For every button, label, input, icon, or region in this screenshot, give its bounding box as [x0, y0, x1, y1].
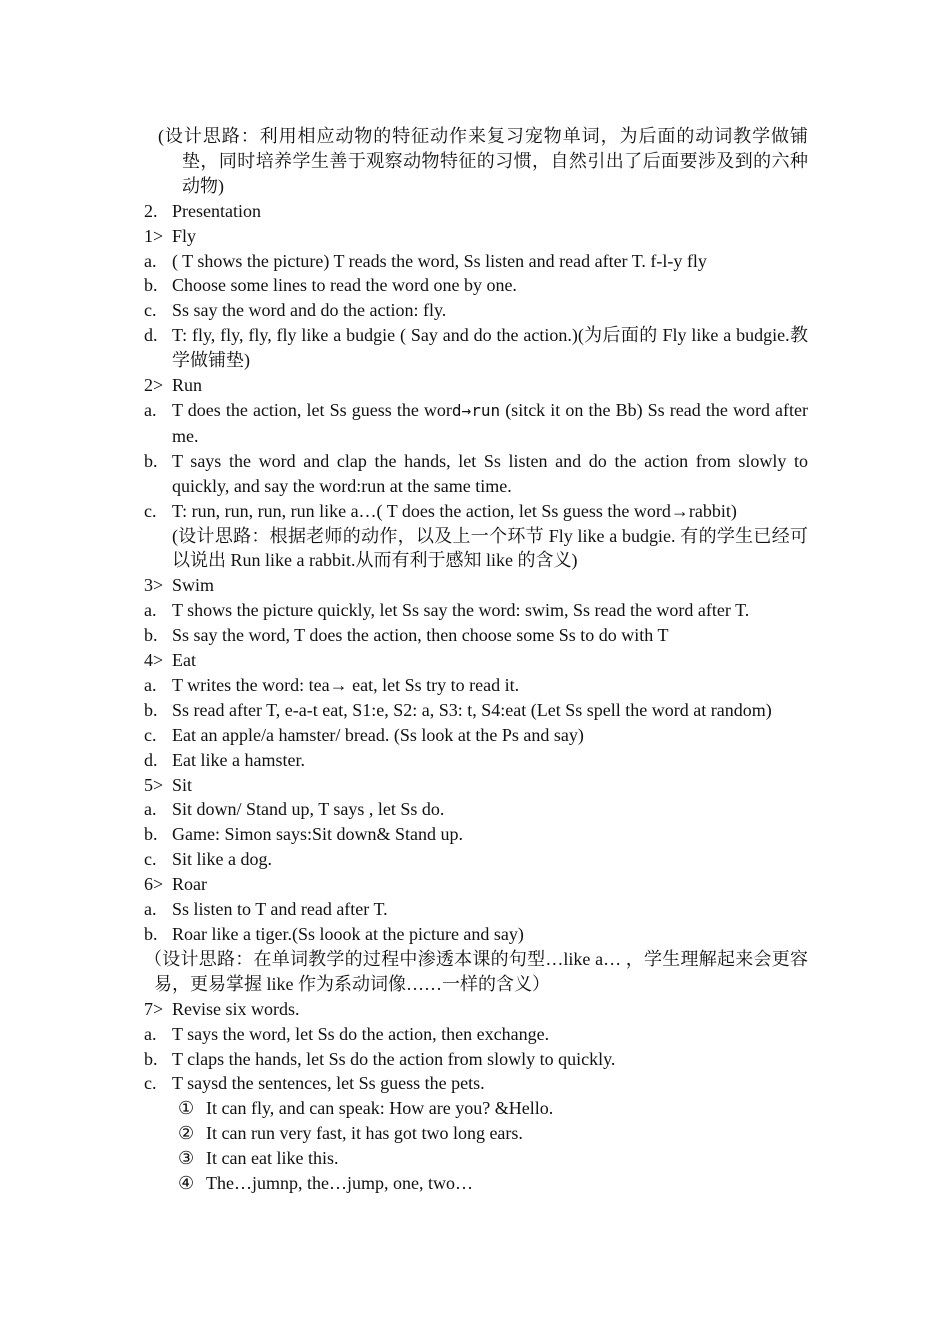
item-text: Ss read after T, e-a-t eat, S1:e, S2: a, S3: t, S4:eat (Let Ss spell the word at random)	[172, 699, 772, 720]
item-text: Sit like a dog.	[172, 849, 272, 870]
item-marker: c.	[144, 300, 157, 321]
riddle-marker: ②	[178, 1123, 195, 1144]
list-item	[144, 1022, 808, 1047]
item-marker: d.	[144, 749, 158, 770]
section-heading	[144, 199, 808, 224]
list-item	[144, 797, 808, 822]
item-text	[172, 398, 808, 449]
item-text: T writes the word: tea→ eat, let Ss try to read it.	[172, 674, 520, 695]
step-marker: 2>	[144, 375, 164, 396]
item-text-part: (sitck it on the Bb) Ss read the word after me.	[172, 399, 809, 446]
item-marker: a.	[144, 250, 157, 271]
riddle-item	[144, 1121, 808, 1146]
item-text: Ss say the word and do the action: fly.	[172, 300, 447, 321]
step-heading-run	[144, 373, 808, 398]
step-title: Swim	[172, 575, 215, 596]
item-text: Sit down/ Stand up, T says , let Ss do.	[172, 799, 445, 820]
list-item	[144, 499, 808, 574]
list-item	[144, 922, 808, 947]
item-text: T: run, run, run, run like a…( T does the action, let Ss guess the word→rabbit)	[172, 500, 737, 521]
item-marker: c.	[144, 500, 157, 521]
list-item	[144, 273, 808, 298]
item-text: Choose some lines to read the word one by one.	[172, 275, 517, 296]
item-marker: b.	[144, 699, 158, 720]
step-marker: 1>	[144, 225, 164, 246]
item-marker: d.	[144, 325, 158, 346]
item-text: Eat an apple/a hamster/ bread. (Ss look at the Ps and say)	[172, 724, 584, 745]
list-item	[144, 822, 808, 847]
item-marker: a.	[144, 799, 157, 820]
item-marker: a.	[144, 899, 157, 920]
list-item	[144, 1047, 808, 1072]
step-heading-swim	[144, 573, 808, 598]
item-marker: c.	[144, 1073, 157, 1094]
step-title: Run	[172, 375, 203, 396]
item-text: T shows the picture quickly, let Ss say the word: swim, Ss read the word after T.	[172, 600, 750, 621]
list-item	[144, 673, 808, 698]
item-marker: b.	[144, 625, 158, 646]
item-marker: a.	[144, 600, 157, 621]
riddle-marker: ④	[178, 1173, 195, 1194]
riddle-text: It can eat like this.	[206, 1148, 339, 1169]
step-heading-sit	[144, 773, 808, 798]
list-item	[144, 698, 808, 723]
list-item	[144, 323, 808, 373]
step-marker: 4>	[144, 650, 164, 671]
riddle-item	[144, 1146, 808, 1171]
step-heading-revise	[144, 997, 808, 1022]
item-marker: b.	[144, 1048, 158, 1069]
step-marker: 3>	[144, 575, 164, 596]
item-text: T says the word and clap the hands, let Ss listen and do the action from slowly to quickly, and say the word:run at the same time.	[172, 450, 808, 496]
item-text-mono: d→run	[451, 400, 501, 420]
design-note-run: (设计思路：根据老师的动作，以及上一个环节 Fly like a budgie. 有的学生已经可以说出 Run like a rabbit.从而有利于感知 like 的含义)	[172, 525, 808, 571]
item-text-part: T does the action, let Ss guess the wor	[172, 399, 452, 420]
item-text: ( T shows the picture) T reads the word, Ss listen and read after T. f-l-y fly	[172, 250, 707, 271]
item-text: Ss say the word, T does the action, then choose some Ss to do with T	[172, 625, 669, 646]
list-item	[144, 598, 808, 623]
item-text: T: fly, fly, fly, fly like a budgie ( Say and do the action.)(为后面的 Fly like a budgie.教学做铺垫)	[172, 325, 808, 371]
riddle-item	[144, 1171, 808, 1196]
list-item	[144, 748, 808, 773]
list-item	[144, 298, 808, 323]
section-number: 2.	[144, 200, 158, 221]
step-marker: 7>	[144, 998, 164, 1019]
riddle-item	[144, 1096, 808, 1121]
riddle-marker: ③	[178, 1148, 195, 1169]
list-item	[144, 623, 808, 648]
list-item	[144, 1071, 808, 1096]
step-heading-eat	[144, 648, 808, 673]
item-text: T claps the hands, let Ss do the action from slowly to quickly.	[172, 1048, 616, 1069]
item-text: Eat like a hamster.	[172, 749, 305, 770]
step-heading-fly	[144, 224, 808, 249]
design-note-1: (设计思路：利用相应动物的特征动作来复习宠物单词，为后面的动词教学做铺垫，同时培养学生善于观察动物特征的习惯，自然引出了后面要涉及到的六种动物)	[158, 126, 808, 196]
step-marker: 6>	[144, 874, 164, 895]
item-text: T says the word, let Ss do the action, then exchange.	[172, 1023, 550, 1044]
riddle-text: It can fly, and can speak: How are you? &Hello.	[206, 1098, 554, 1119]
item-marker: b.	[144, 450, 158, 471]
item-text: Ss listen to T and read after T.	[172, 899, 388, 920]
step-title: Revise six words.	[172, 998, 300, 1019]
item-text: Game: Simon says:Sit down& Stand up.	[172, 824, 464, 845]
item-marker: c.	[144, 849, 157, 870]
document-body	[144, 124, 808, 1196]
section-title: Presentation	[172, 200, 261, 221]
list-item	[144, 449, 808, 499]
list-item	[144, 249, 808, 274]
design-note-2: （设计思路：在单词教学的过程中渗透本课的句型…like a… ，学生理解起来会更容易，更易掌握 like 作为系动词像……一样的含义）	[144, 948, 808, 994]
item-marker: a.	[144, 399, 157, 420]
item-text: T saysd the sentences, let Ss guess the pets.	[172, 1073, 485, 1094]
list-item	[144, 897, 808, 922]
step-marker: 5>	[144, 774, 164, 795]
item-text-group	[172, 499, 808, 574]
riddle-text: The…jumnp, the…jump, one, two…	[206, 1173, 473, 1194]
item-marker: b.	[144, 824, 158, 845]
step-heading-roar	[144, 872, 808, 897]
step-title: Eat	[172, 650, 196, 671]
list-item	[144, 723, 808, 748]
item-marker: a.	[144, 1023, 157, 1044]
list-item	[144, 398, 808, 449]
item-marker: c.	[144, 724, 157, 745]
item-marker: b.	[144, 924, 158, 944]
item-marker: a.	[144, 674, 157, 695]
step-title: Roar	[172, 874, 207, 895]
step-title: Fly	[172, 225, 197, 246]
riddle-marker: ①	[178, 1098, 195, 1119]
list-item	[144, 847, 808, 872]
riddle-text: It can run very fast, it has got two long ears.	[206, 1123, 523, 1144]
step-title: Sit	[172, 774, 193, 795]
item-text: Roar like a tiger.(Ss loook at the picture and say)	[172, 924, 524, 944]
item-marker: b.	[144, 275, 158, 296]
